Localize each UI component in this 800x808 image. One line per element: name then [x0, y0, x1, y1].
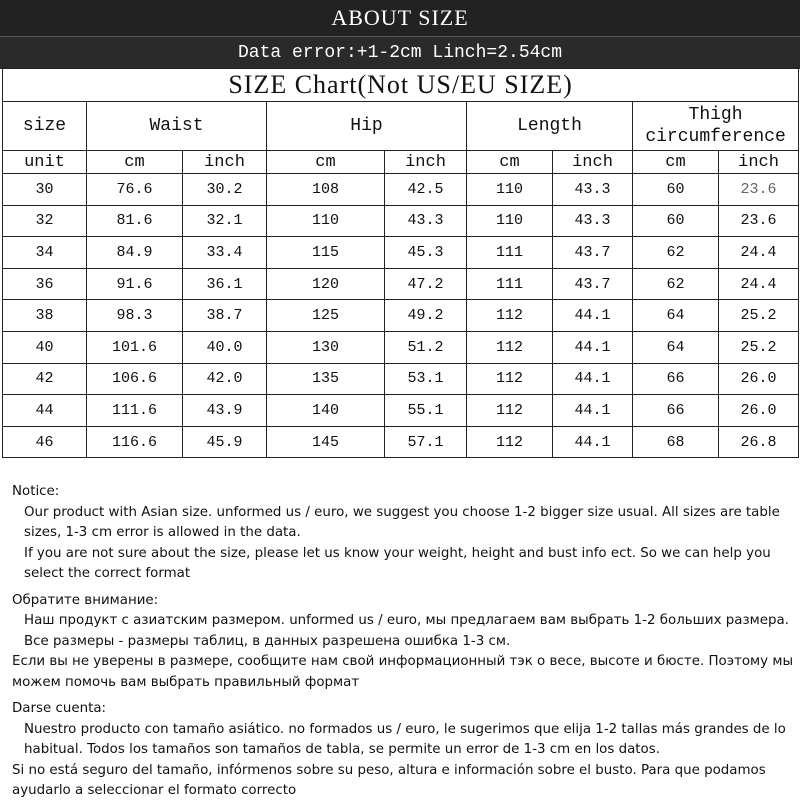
measurement-cell: 44.1 [553, 363, 633, 395]
measurement-cell: 81.6 [87, 205, 183, 237]
size-cell: 46 [3, 426, 87, 458]
measurement-cell: 57.1 [385, 426, 467, 458]
measurement-cell: 66 [633, 363, 719, 395]
measurement-cell: 43.3 [553, 174, 633, 206]
measurement-cell: 115 [267, 237, 385, 269]
table-row [3, 426, 799, 458]
length-header: Length [467, 102, 633, 151]
unit-cell: cm [87, 151, 183, 174]
measurement-cell: 43.7 [553, 268, 633, 300]
measurement-cell: 106.6 [87, 363, 183, 395]
about-size-header [0, 0, 800, 36]
table-row [3, 395, 799, 427]
measurement-cell: 42.5 [385, 174, 467, 206]
measurement-cell: 33.4 [183, 237, 267, 269]
unit-cell: inch [553, 151, 633, 174]
table-row [3, 300, 799, 332]
measurement-cell: 110 [467, 205, 553, 237]
measurement-cell: 64 [633, 300, 719, 332]
table-row [3, 205, 799, 237]
measurement-cell: 111 [467, 268, 553, 300]
size-cell: 34 [3, 237, 87, 269]
measurement-cell: 36.1 [183, 268, 267, 300]
size-cell: 36 [3, 268, 87, 300]
measurement-cell: 44.1 [553, 300, 633, 332]
unit-cell: cm [633, 151, 719, 174]
measurement-cell: 47.2 [385, 268, 467, 300]
hip-header: Hip [267, 102, 467, 151]
measurement-cell: 25.2 [719, 300, 799, 332]
notice-paragraph: Если вы не уверены в размере, сообщите нам свой информационный тэк о весе, высоте и бюсте. Поэтому мы можем помочь вам выбрать правильный формат [12, 654, 794, 690]
measurement-cell: 53.1 [385, 363, 467, 395]
table-row [3, 363, 799, 395]
notice-paragraph: If you are not sure about the size, please let us know your weight, height and bust info ect. So we can help you select the correct format [24, 545, 771, 581]
measurement-cell: 62 [633, 268, 719, 300]
unit-cell: cm [467, 151, 553, 174]
measurement-cell: 45.9 [183, 426, 267, 458]
size-cell: 38 [3, 300, 87, 332]
measurement-cell: 145 [267, 426, 385, 458]
measurement-cell: 111 [467, 237, 553, 269]
measurement-cell: 40.0 [183, 331, 267, 363]
unit-label: unit [3, 151, 87, 174]
measurement-cell: 45.3 [385, 237, 467, 269]
unit-cell: inch [385, 151, 467, 174]
measurement-cell: 112 [467, 363, 553, 395]
table-row [3, 237, 799, 269]
measurement-cell: 26.0 [719, 395, 799, 427]
measurement-cell: 26.8 [719, 426, 799, 458]
notice-heading: Darse cuenta: [12, 701, 107, 716]
measurement-cell: 26.0 [719, 363, 799, 395]
unit-header-row [3, 151, 799, 174]
measurement-cell: 76.6 [87, 174, 183, 206]
data-error-bar [0, 36, 800, 69]
size-cell: 32 [3, 205, 87, 237]
notice-paragraph: Наш продукт с азиатским размером. unformed us / euro, мы предлагаем вам выбрать 1-2 больших размера. Все размеры - размеры таблиц, в данных разрешена ошибка 1-3 см. [24, 613, 789, 649]
measurement-cell: 62 [633, 237, 719, 269]
group-header-row [3, 102, 799, 151]
measurement-cell: 43.7 [553, 237, 633, 269]
measurement-cell: 108 [267, 174, 385, 206]
measurement-cell: 112 [467, 300, 553, 332]
measurement-cell: 116.6 [87, 426, 183, 458]
size-cell: 40 [3, 331, 87, 363]
notice-paragraph: Our product with Asian size. unformed us / euro, we suggest you choose 1-2 bigger size usual. All sizes are table sizes, 1-3 cm error is allowed in the data. [24, 504, 780, 540]
measurement-cell: 111.6 [87, 395, 183, 427]
measurement-cell: 24.4 [719, 237, 799, 269]
measurement-cell: 23.6 [719, 174, 799, 206]
measurement-cell: 135 [267, 363, 385, 395]
measurement-cell: 84.9 [87, 237, 183, 269]
measurement-cell: 44.1 [553, 426, 633, 458]
size-notes [12, 482, 796, 808]
measurement-cell: 30.2 [183, 174, 267, 206]
size-chart-title: SIZE Chart(Not US/EU SIZE) [3, 69, 799, 102]
notice-spanish [12, 699, 796, 802]
measurement-cell: 112 [467, 331, 553, 363]
header-title: ABOUT SIZE [331, 5, 469, 30]
unit-cell: inch [183, 151, 267, 174]
measurement-cell: 44.1 [553, 395, 633, 427]
notice-english [12, 482, 796, 585]
measurement-cell: 38.7 [183, 300, 267, 332]
notice-heading: Обратите внимание: [12, 592, 159, 608]
size-rows [3, 174, 799, 458]
size-cell: 42 [3, 363, 87, 395]
notice-russian [12, 591, 796, 694]
measurement-cell: 55.1 [385, 395, 467, 427]
measurement-cell: 51.2 [385, 331, 467, 363]
measurement-cell: 43.3 [553, 205, 633, 237]
table-row [3, 268, 799, 300]
measurement-cell: 24.4 [719, 268, 799, 300]
measurement-cell: 42.0 [183, 363, 267, 395]
notice-paragraph: Nuestro producto con tamaño asiático. no formados us / euro, le sugerimos que elija 1-2 tallas más grandes de lo habitual. Todos los tamaños son tamaños de tabla, se permite un error de 1-3 cm en los datos. [24, 721, 786, 757]
waist-header: Waist [87, 102, 267, 151]
size-header: size [3, 102, 87, 151]
table-row [3, 331, 799, 363]
measurement-cell: 125 [267, 300, 385, 332]
measurement-cell: 112 [467, 395, 553, 427]
thigh-header: Thigh circumference [633, 102, 799, 151]
table-row [3, 174, 799, 206]
measurement-cell: 101.6 [87, 331, 183, 363]
size-cell: 44 [3, 395, 87, 427]
measurement-cell: 49.2 [385, 300, 467, 332]
size-cell: 30 [3, 174, 87, 206]
measurement-cell: 130 [267, 331, 385, 363]
measurement-cell: 140 [267, 395, 385, 427]
measurement-cell: 110 [267, 205, 385, 237]
measurement-cell: 110 [467, 174, 553, 206]
measurement-cell: 44.1 [553, 331, 633, 363]
measurement-cell: 60 [633, 205, 719, 237]
measurement-cell: 32.1 [183, 205, 267, 237]
unit-cell: cm [267, 151, 385, 174]
measurement-cell: 98.3 [87, 300, 183, 332]
notice-heading: Notice: [12, 484, 60, 499]
measurement-cell: 68 [633, 426, 719, 458]
unit-cell: inch [719, 151, 799, 174]
measurement-cell: 43.9 [183, 395, 267, 427]
measurement-cell: 120 [267, 268, 385, 300]
measurement-cell: 25.2 [719, 331, 799, 363]
size-chart-table [2, 68, 799, 458]
measurement-cell: 23.6 [719, 205, 799, 237]
data-error-note: Data error:+1-2cm Linch=2.54cm [237, 43, 563, 63]
measurement-cell: 112 [467, 426, 553, 458]
measurement-cell: 43.3 [385, 205, 467, 237]
measurement-cell: 60 [633, 174, 719, 206]
notice-paragraph: Si no está seguro del tamaño, infórmenos sobre su peso, altura e información sobre el busto. Para que podamos ayudarlo a seleccionar el formato correcto [12, 762, 766, 798]
measurement-cell: 66 [633, 395, 719, 427]
measurement-cell: 64 [633, 331, 719, 363]
measurement-cell: 91.6 [87, 268, 183, 300]
